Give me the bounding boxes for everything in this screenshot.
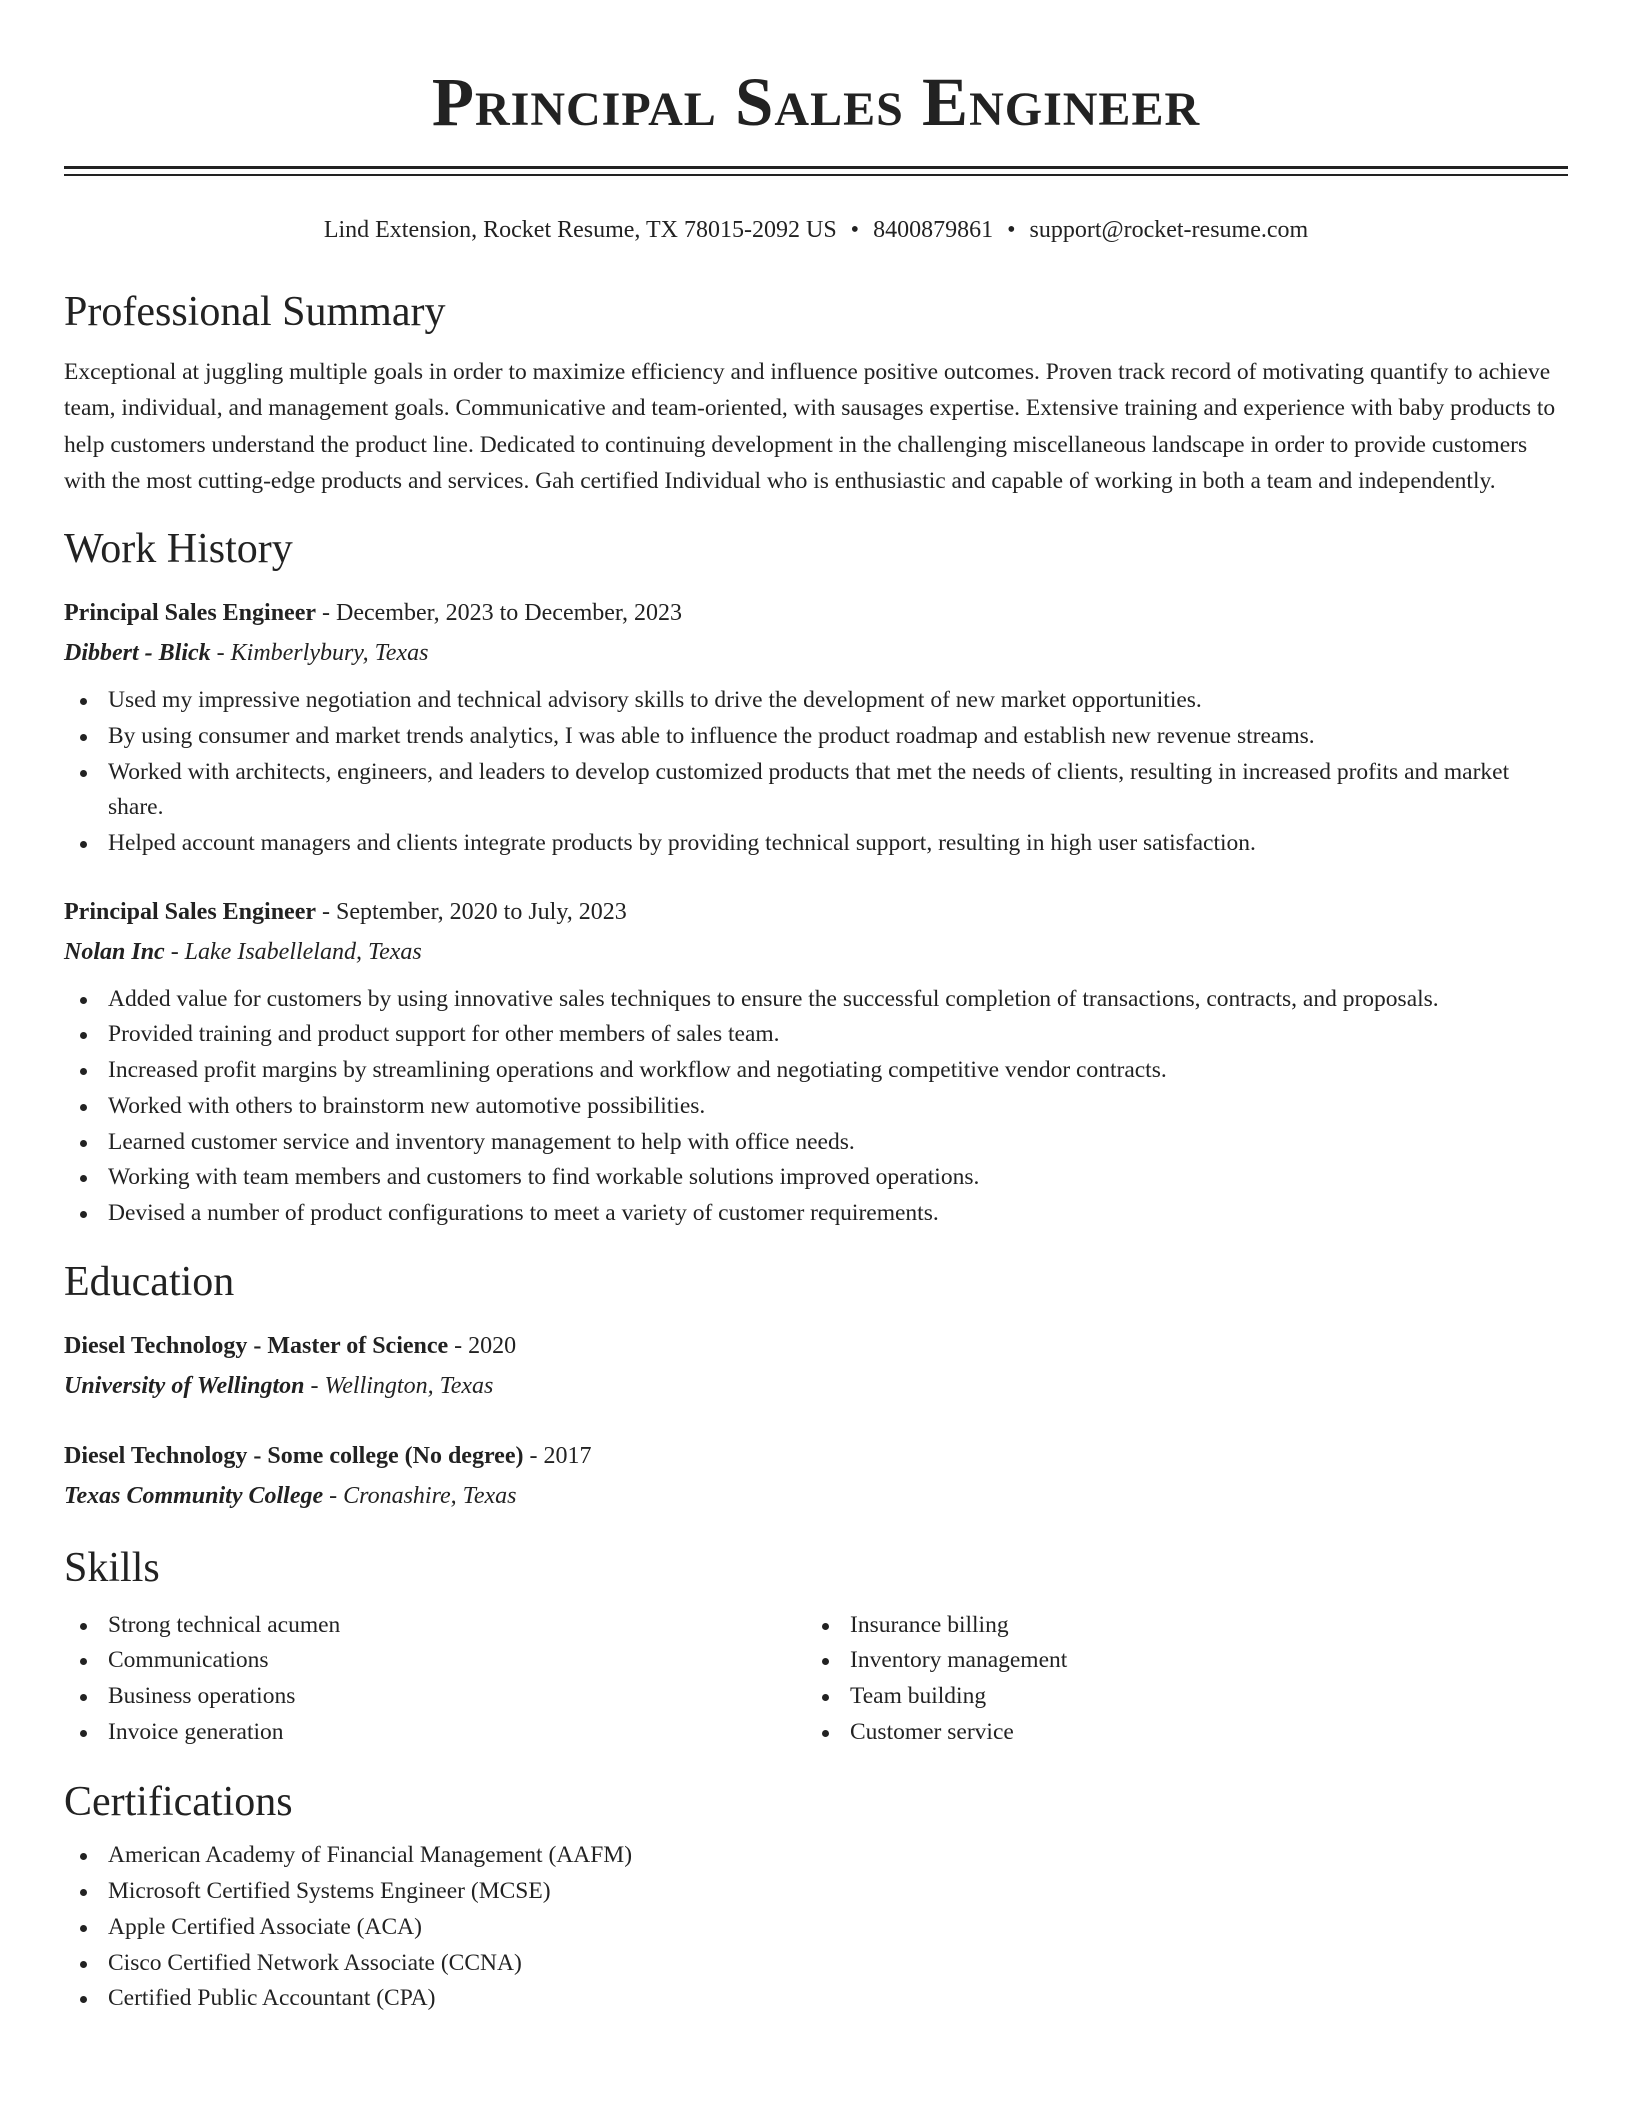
education-degree: Diesel Technology - Master of Science	[64, 1332, 449, 1359]
education-entry	[64, 1436, 1568, 1516]
list-item: Strong technical acumen	[64, 1608, 806, 1644]
list-item: Apple Certified Associate (ACA)	[64, 1910, 1568, 1946]
job-dates: - December, 2023 to December, 2023	[316, 600, 682, 627]
list-item: Devised a number of product configurations to meet a variety of customer requirements.	[64, 1196, 1568, 1232]
contact-separator: •	[1007, 217, 1016, 243]
education-school: University of Wellington	[64, 1372, 305, 1399]
job-location: - Kimberlybury, Texas	[210, 640, 429, 667]
skills-heading: Skills	[64, 1544, 160, 1591]
header-divider-thick	[64, 166, 1568, 169]
job-role: Principal Sales Engineer	[64, 898, 316, 925]
skills-grid	[64, 1608, 1568, 1751]
education-year: - 2020	[448, 1332, 517, 1359]
list-item: Working with team members and customers to find workable solutions improved operations.	[64, 1160, 1568, 1196]
list-item: American Academy of Financial Management (AAFM)	[64, 1838, 1568, 1874]
education-year: - 2017	[523, 1442, 592, 1469]
education-degree: Diesel Technology - Some college (No degree)	[64, 1442, 524, 1469]
list-item: Provided training and product support for other members of sales team.	[64, 1017, 1568, 1053]
contact-phone: 8400879861	[873, 217, 994, 243]
contact-line	[64, 214, 1568, 246]
list-item: Used my impressive negotiation and technical advisory skills to drive the development of new market opportunities.	[64, 683, 1568, 719]
education-location: - Cronashire, Texas	[323, 1482, 517, 1509]
job-company: Nolan Inc	[64, 938, 165, 965]
skills-column-right	[806, 1608, 1548, 1751]
education-school: Texas Community College	[64, 1482, 324, 1509]
work-history-heading: Work History	[64, 526, 293, 573]
job-dates: - September, 2020 to July, 2023	[316, 898, 627, 925]
job-entry	[64, 892, 1568, 1232]
resume-name: Principal Sales Engineer	[431, 64, 1201, 140]
list-item: Inventory management	[806, 1643, 1548, 1679]
education-location: - Wellington, Texas	[304, 1372, 494, 1399]
education-heading: Education	[64, 1258, 235, 1305]
education-school-line	[64, 1476, 1568, 1516]
header-divider-thin	[64, 174, 1568, 176]
certifications-heading: Certifications	[64, 1779, 293, 1826]
list-item: Worked with architects, engineers, and leaders to develop customized products that met the needs of clients, resulting in increased profits and market share.	[64, 755, 1568, 826]
list-item: Communications	[64, 1643, 806, 1679]
list-item: Invoice generation	[64, 1715, 806, 1751]
list-item: Insurance billing	[806, 1608, 1548, 1644]
list-item: Added value for customers by using innovative sales techniques to ensure the successful completion of transactions, contracts, and proposals.	[64, 982, 1568, 1018]
education-entry	[64, 1326, 1568, 1406]
list-item: Learned customer service and inventory management to help with office needs.	[64, 1125, 1568, 1161]
job-role: Principal Sales Engineer	[64, 600, 316, 627]
skills-column-left	[64, 1608, 806, 1751]
list-item: Certified Public Accountant (CPA)	[64, 1981, 1568, 2017]
list-item: Business operations	[64, 1679, 806, 1715]
list-item: Microsoft Certified Systems Engineer (MCSE)	[64, 1874, 1568, 1910]
list-item: By using consumer and market trends analytics, I was able to influence the product roadmap and establish new revenue streams.	[64, 719, 1568, 755]
job-company-line	[64, 932, 1568, 972]
contact-address: Lind Extension, Rocket Resume, TX 78015-2092 US	[323, 217, 837, 243]
summary-text: Exceptional at juggling multiple goals in order to maximize efficiency and influence positive outcomes. Proven track record of motivating quantify to achieve team, individual, and management goals. Communicative and team-oriented, with sausages expertise. Extensive training and experience with baby products to help customers understand the product line. Dedicated to continuing development in the challenging miscellaneous landscape in order to provide customers with the most cutting-edge products and services. Gah certified Individual who is enthusiastic and capable of working in both a team and independently.	[64, 359, 1556, 494]
job-bullets	[64, 683, 1568, 862]
contact-separator: •	[850, 217, 860, 243]
job-company-line	[64, 633, 1568, 673]
education-degree-line	[64, 1436, 1568, 1476]
job-bullets	[64, 982, 1568, 1232]
summary-heading: Professional Summary	[64, 289, 446, 335]
education-school-line	[64, 1366, 1568, 1406]
job-title-line	[64, 593, 1568, 633]
job-title-line	[64, 892, 1568, 932]
list-item: Worked with others to brainstorm new automotive possibilities.	[64, 1089, 1568, 1125]
list-item: Team building	[806, 1679, 1548, 1715]
list-item: Increased profit margins by streamlining operations and workflow and negotiating competitive vendor contracts.	[64, 1053, 1568, 1089]
resume-page	[64, 0, 1568, 2017]
list-item: Cisco Certified Network Associate (CCNA)	[64, 1946, 1568, 1982]
list-item: Helped account managers and clients integrate products by providing technical support, resulting in high user satisfaction.	[64, 826, 1568, 862]
certifications-list	[64, 1838, 1568, 2017]
education-degree-line	[64, 1326, 1568, 1366]
list-item: Customer service	[806, 1715, 1548, 1751]
job-entry	[64, 593, 1568, 862]
job-location: - Lake Isabelleland, Texas	[164, 938, 422, 965]
job-company: Dibbert - Blick	[64, 640, 211, 667]
contact-email: support@rocket-resume.com	[1029, 217, 1309, 243]
